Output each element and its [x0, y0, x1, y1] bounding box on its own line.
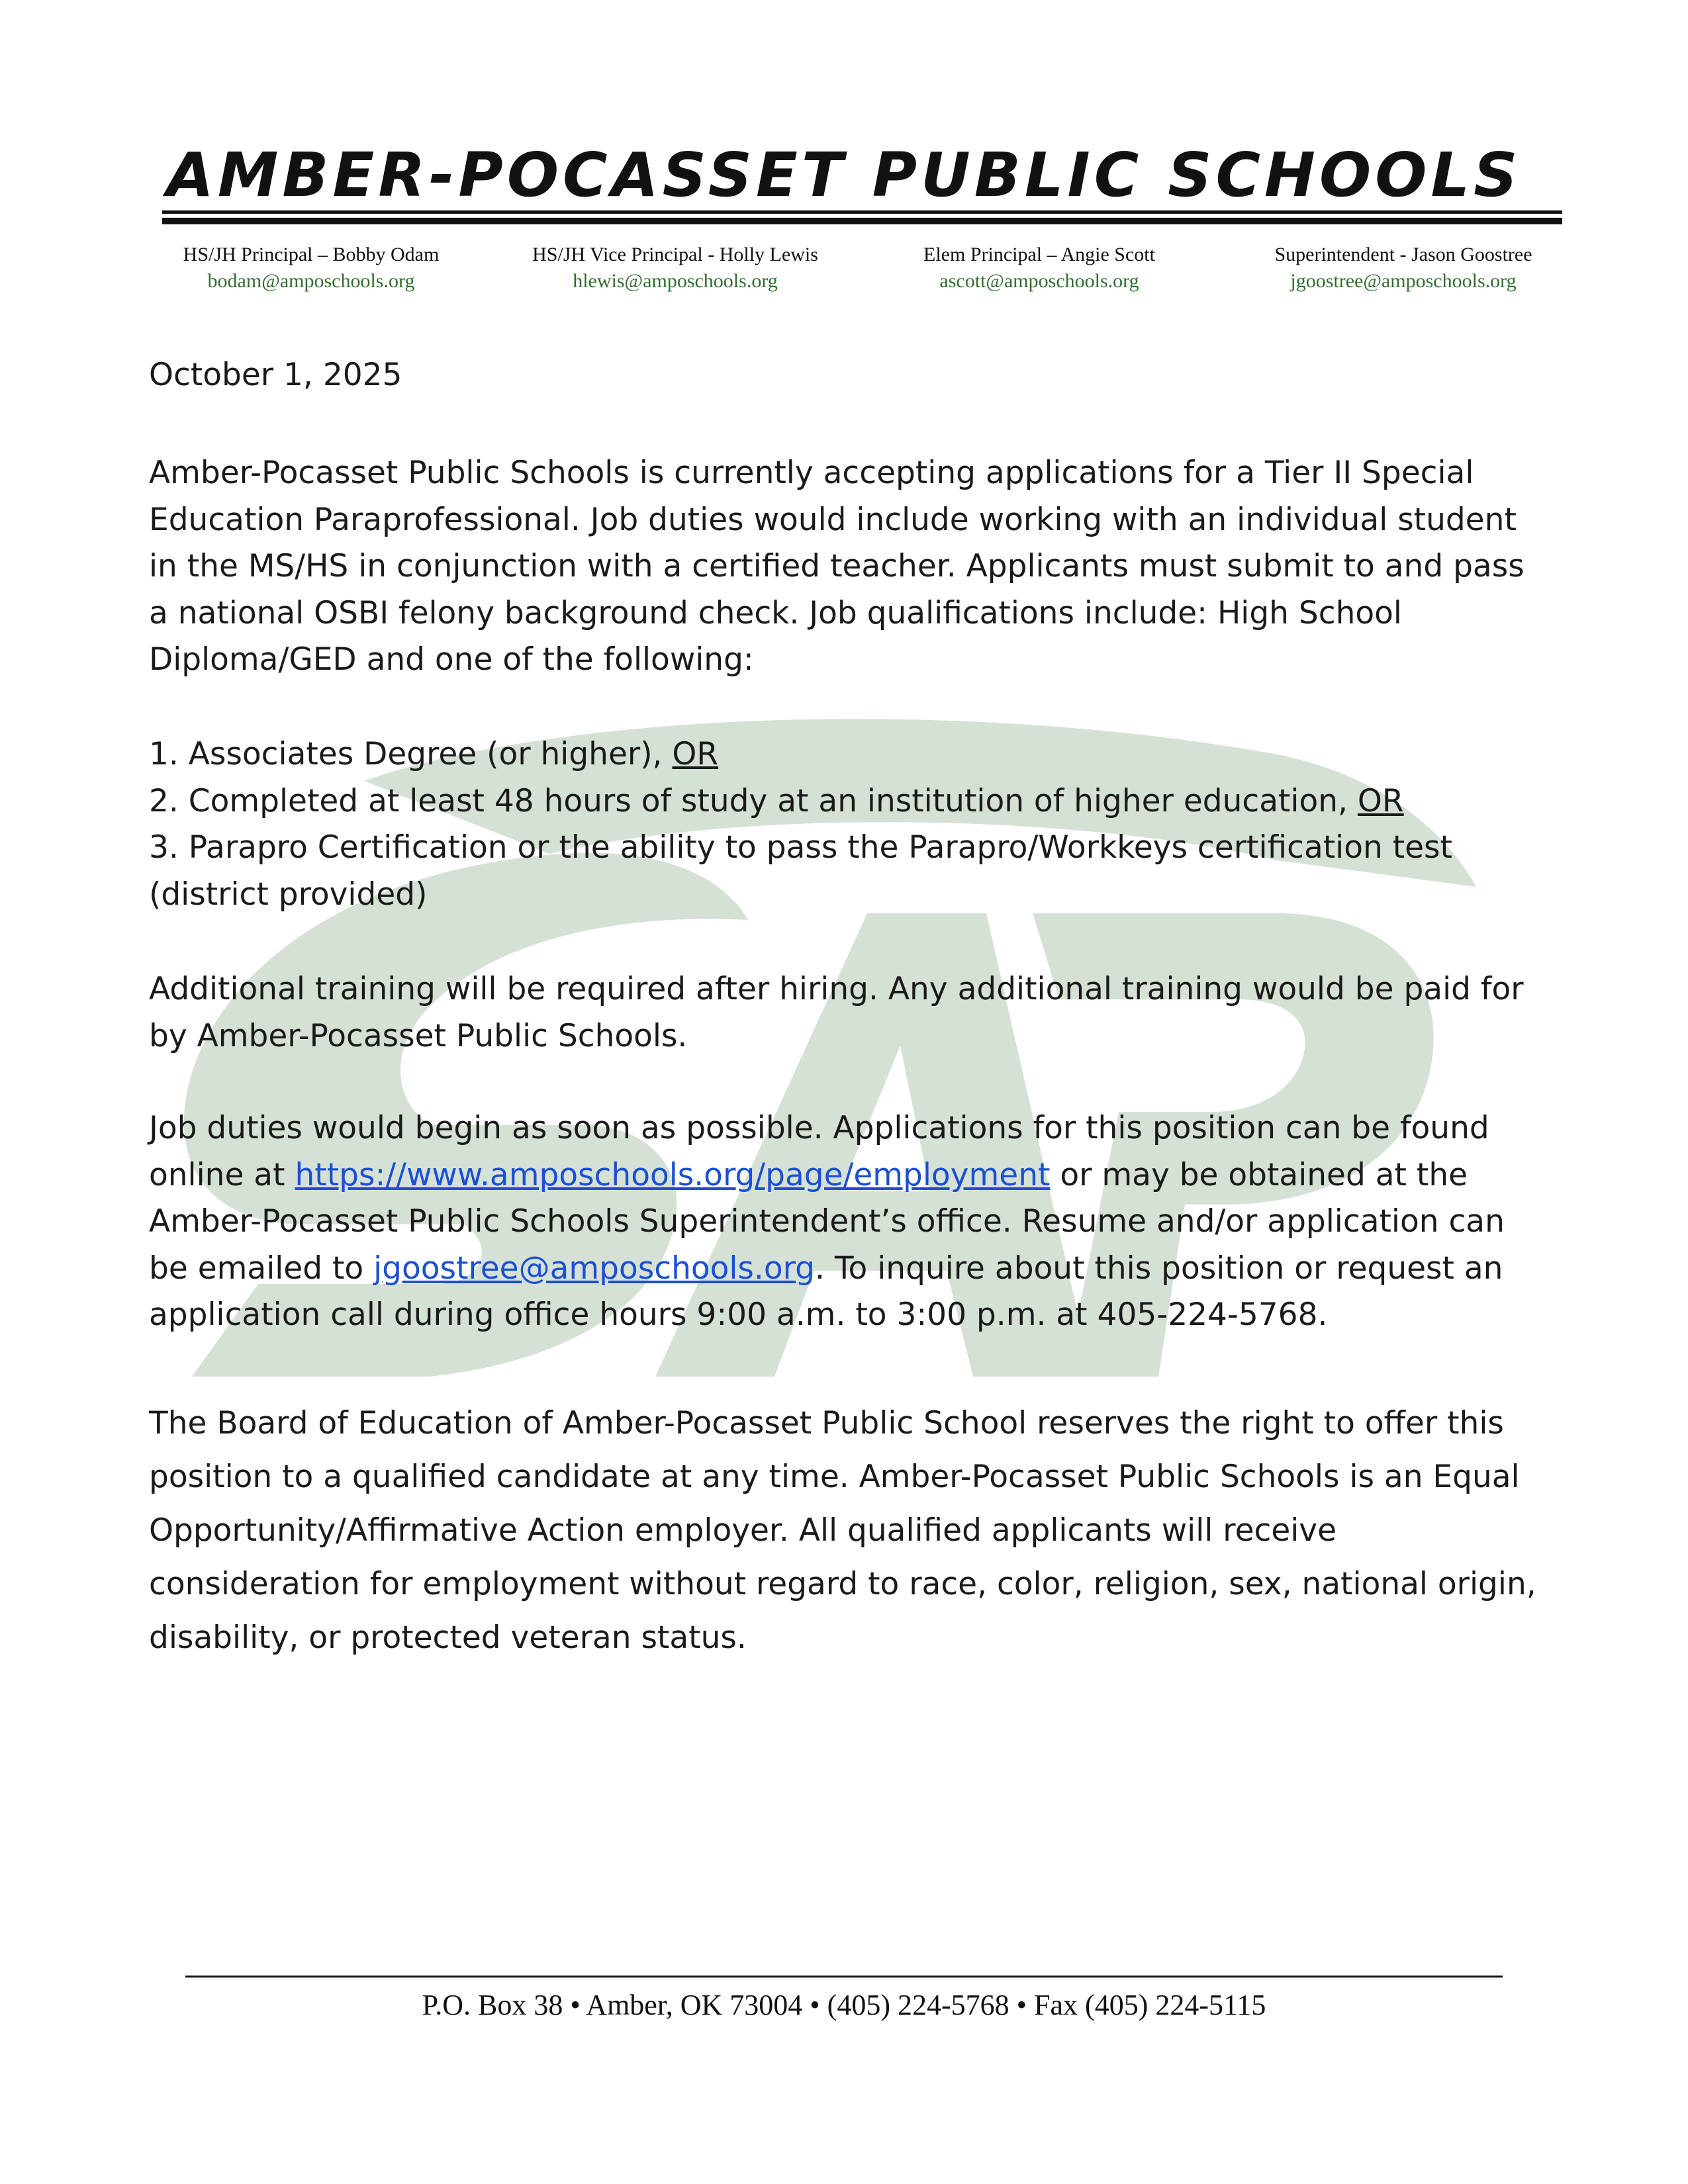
employment-link[interactable]: https://www.amposchools.org/page/employment — [295, 1156, 1051, 1193]
contact-hsjh-vice-principal — [496, 242, 854, 295]
paragraph-equal-opportunity: The Board of Education of Amber-Pocasset Public School reserves the right to offer this position to a qualified candidate at any time. Amber-Pocasset Public Schools is an Equal Opportunity/Affirmative Action employer. All qualified applicants will receive consideration for employment without regard to race, color, religion, sex, national origin, disability, or protected veteran status. — [149, 1405, 1536, 1656]
header-rule-thick — [162, 218, 1562, 224]
paragraph-text: . To inquire about this position or request an application call during office hours 9:00 a.m. to 3:00 p.m. at 405-224-5768. — [149, 1250, 1503, 1333]
contact-role: HS/JH Principal – Bobby Odam — [183, 244, 440, 265]
list-item — [149, 731, 1546, 778]
list-item-text: 2. Completed at least 48 hours of study at an institution of higher education, — [149, 782, 1358, 819]
header-rule-thin — [162, 210, 1562, 214]
list-item-text: 3. Parapro Certification or the ability to pass the Parapro/Workkeys certification test (district provided) — [149, 829, 1452, 913]
paragraph-text: or may be obtained at the Amber-Pocasset Public Schools Superintendent’s office. Resume and/or application can be emailed to — [149, 1156, 1505, 1287]
contact-email[interactable]: hlewis@amposchools.org — [573, 270, 778, 292]
staff-contacts — [132, 242, 1582, 295]
or-underlined: OR — [1357, 782, 1404, 819]
letter-date: October 1, 2025 — [149, 357, 402, 393]
superintendent-email-link[interactable]: jgoostree@amposchools.org — [373, 1250, 815, 1287]
contact-email[interactable]: jgoostree@amposchools.org — [1290, 270, 1517, 292]
qualifications-list — [149, 731, 1546, 918]
paragraph-text: Job duties would begin as soon as possible. Applications for this position can be found online at — [149, 1110, 1489, 1193]
paragraph-training: Additional training will be required after hiring. Any additional training would be paid for by Amber-Pocasset Public Schools. — [149, 971, 1524, 1054]
list-item — [149, 825, 1546, 918]
school-name-heading: AMBER-POCASSET PUBLIC SCHOOLS — [166, 140, 1522, 210]
paragraph-application — [149, 1105, 1546, 1339]
list-item-text: 1. Associates Degree (or higher), — [149, 736, 673, 772]
contact-email[interactable]: bodam@amposchools.org — [207, 270, 415, 292]
contact-superintendent — [1225, 242, 1582, 295]
list-item — [149, 778, 1546, 825]
footer-rule — [185, 1976, 1503, 1978]
footer-address: P.O. Box 38 • Amber, OK 73004 • (405) 224-5768 • Fax (405) 224-5115 — [422, 1989, 1266, 2021]
contact-role: Elem Principal – Angie Scott — [923, 244, 1155, 265]
or-underlined: OR — [672, 736, 719, 772]
contact-hsjh-principal — [132, 242, 490, 295]
contact-elem-principal — [861, 242, 1218, 295]
contact-role: Superintendent - Jason Goostree — [1274, 244, 1532, 265]
contact-role: HS/JH Vice Principal - Holly Lewis — [532, 244, 818, 265]
paragraph-position-description: Amber-Pocasset Public Schools is currently accepting applications for a Tier II Special Education Paraprofessional. Job duties would include working with an individual student in the MS/HS in conjunction with a certified teacher. Applicants must submit to and pass a national OSBI felony background check. Job qualifications include: High School Diploma/GED and one of the following: — [149, 455, 1524, 678]
contact-email[interactable]: ascott@amposchools.org — [939, 270, 1139, 292]
